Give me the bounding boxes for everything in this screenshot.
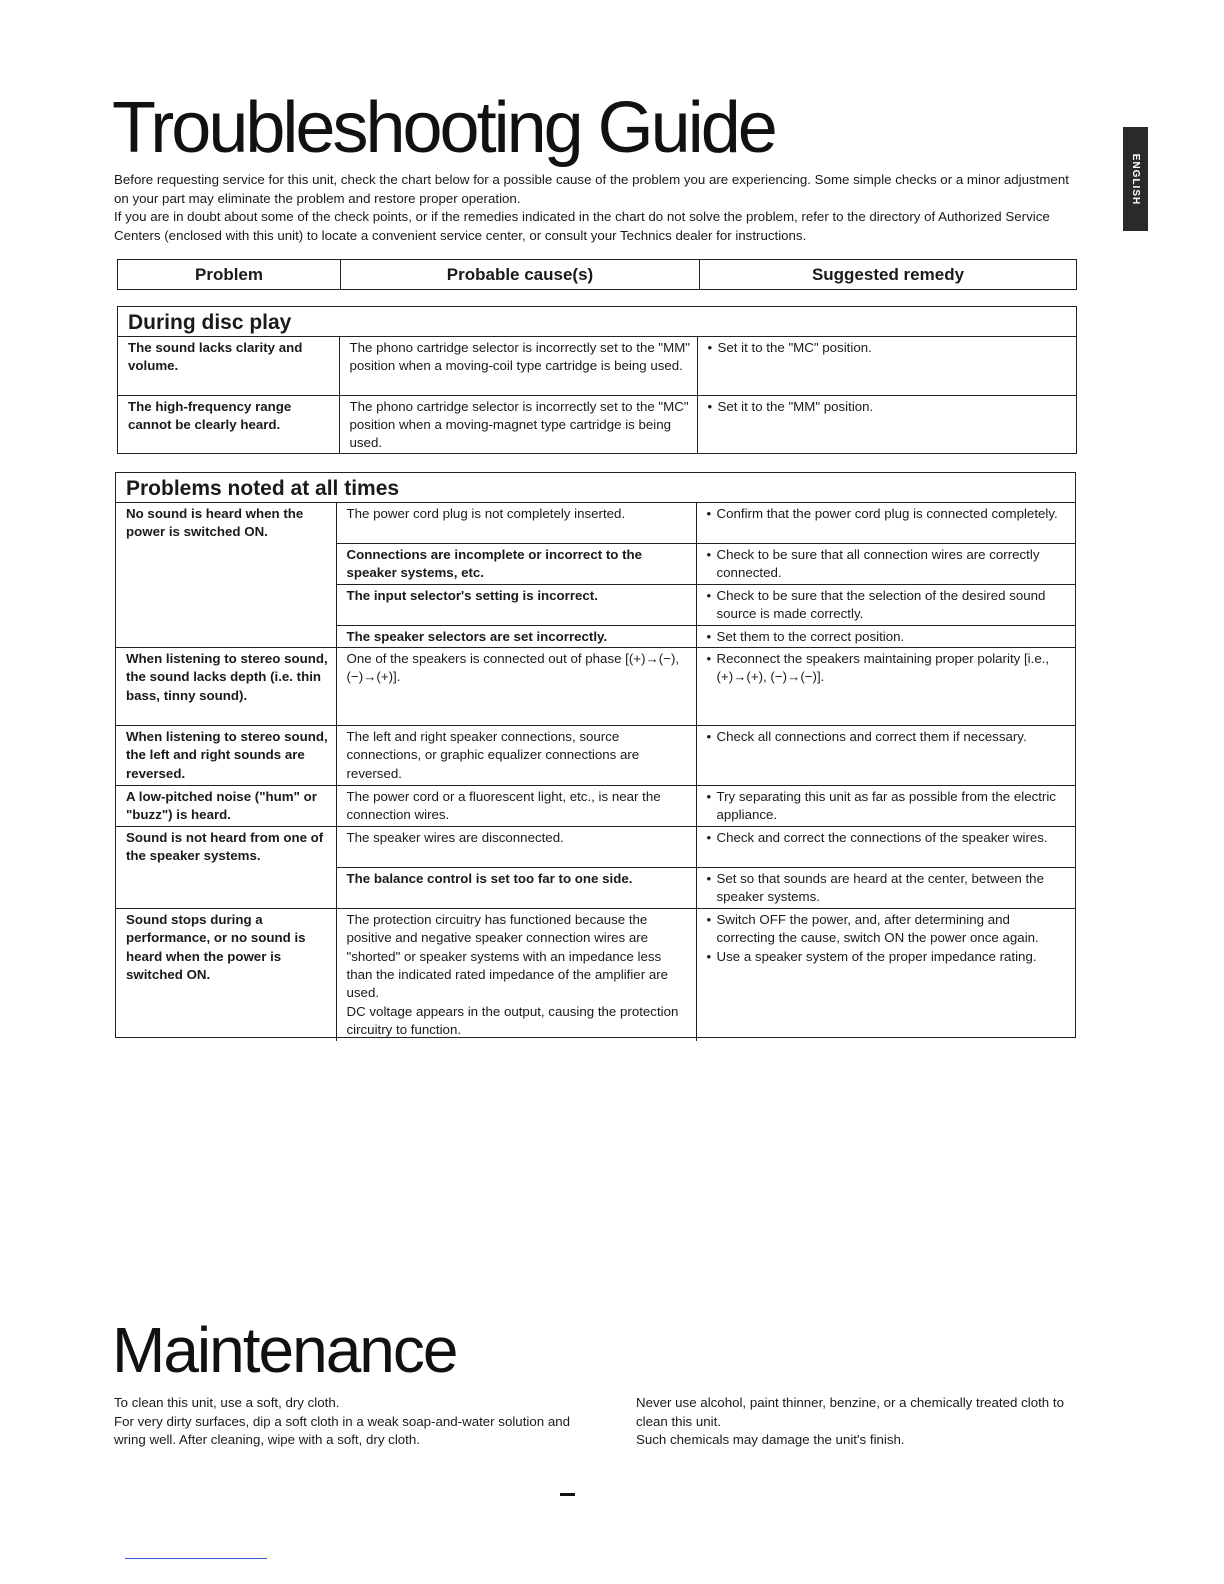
remedy-cell: • Check all connections and correct them if necessary. [696, 725, 1075, 785]
cause-cell: The speaker wires are disconnected. [336, 826, 696, 867]
problem-cell: When listening to stereo sound, the sound lacks depth (i.e. thin bass, tinny sound). [116, 647, 336, 725]
maintenance-line: Such chemicals may damage the unit's finish. [636, 1432, 905, 1448]
cause-cell: The balance control is set too far to one side. [336, 867, 696, 908]
problem-cell: The high-frequency range cannot be clearly heard. [118, 395, 339, 454]
problem-cell: A low-pitched noise ("hum" or "buzz") is heard. [116, 785, 336, 826]
troubleshooting-table [118, 337, 1076, 454]
section-title: During disc play [118, 307, 1076, 337]
remedy-cell: • Set them to the correct position. [696, 625, 1075, 647]
table-row [118, 395, 1076, 454]
cause-cell: The phono cartridge selector is incorrectly set to the "MC" position when a moving-magnet type cartridge is being used. [339, 395, 697, 454]
problem-cell: The sound lacks clarity and volume. [118, 337, 339, 395]
table-row [116, 647, 1075, 725]
remedy-text: Check to be sure that the selection of the desired sound source is made correctly. [716, 587, 1046, 621]
remedy-cell: • Confirm that the power cord plug is connected completely. [696, 503, 1075, 543]
remedy-text: Set so that sounds are heard at the center, between the speaker systems. [716, 870, 1044, 905]
cause-cell: The speaker selectors are set incorrectly. [336, 625, 696, 647]
remedy-text: Check to be sure that all connection wires are correctly connected. [716, 546, 1040, 580]
remedy-cell: • Check to be sure that all connection wires are correctly connected. [696, 543, 1075, 584]
remedy-text: Reconnect the speakers maintaining proper polarity [i.e., (+)→(+), (−)→(−)]. [716, 650, 1050, 685]
cause-cell: The input selector's setting is incorrect. [336, 584, 696, 625]
table-row [118, 337, 1076, 395]
remedy-text: Confirm that the power cord plug is connected completely. [716, 506, 1058, 521]
problem-cell: Sound is not heard from one of the speaker systems. [116, 826, 336, 908]
section-during-disc-play [117, 306, 1077, 454]
cause-cell: One of the speakers is connected out of phase [(+)→(−), (−)→(+)]. [336, 647, 696, 725]
page-number-dash [560, 1493, 575, 1496]
cause-cell: The power cord plug is not completely inserted. [336, 503, 696, 543]
cause-cell: The left and right speaker connections, source connections, or graphic equalizer connections are reversed. [336, 725, 696, 785]
troubleshooting-table [116, 503, 1075, 1041]
problem-cell: Sound stops during a performance, or no sound is heard when the power is switched ON. [116, 908, 336, 1040]
remedy-text: Set it to the "MC" position. [717, 340, 872, 355]
header-problem: Problem [118, 260, 341, 289]
table-row [116, 826, 1075, 867]
remedy-text: Set it to the "MM" position. [717, 398, 874, 414]
intro-text [114, 171, 1076, 245]
table-row [116, 785, 1075, 826]
cause-cell: The phono cartridge selector is incorrectly set to the "MM" position when a moving-coil type cartridge is being used. [339, 337, 697, 395]
remedy-cell: • Set it to the "MC" position. [697, 337, 1076, 395]
intro-paragraph: If you are in doubt about some of the check points, or if the remedies indicated in the chart do not solve the problem, refer to the directory of Authorized Service Centers (enclosed with this unit) to locate a convenient service center, or consult your Technics dealer for instructions. [114, 209, 1050, 243]
remedy-text: Switch OFF the power, and, after determining and correcting the cause, switch ON the power once again. [716, 911, 1039, 946]
remedy-cell: • Try separating this unit as far as possible from the electric appliance. [696, 785, 1075, 826]
table-row [116, 908, 1075, 1040]
remedy-text: Check all connections and correct them if necessary. [716, 728, 1027, 744]
cause-text: The protection circuitry has functioned because the positive and negative speaker connection wires are "shorted" or speaker systems with an impedance less than the indicated rated impedance of the amplifier are used. [346, 911, 669, 1001]
section-title: Problems noted at all times [116, 473, 1075, 503]
footer-rule [125, 1558, 267, 1559]
language-tab-label: ENGLISH [1130, 153, 1142, 205]
table-row [116, 725, 1075, 785]
remedy-cell: • Reconnect the speakers maintaining proper polarity [i.e., (+)→(+), (−)→(−)]. [696, 647, 1075, 725]
cause-cell: Connections are incomplete or incorrect to the speaker systems, etc. [336, 543, 696, 584]
language-tab [1123, 127, 1148, 231]
maintenance-left-text [114, 1394, 574, 1450]
intro-paragraph: Before requesting service for this unit, check the chart below for a possible cause of the problem you are experiencing. Some simple checks or a minor adjustment on your part may eliminate the problem and restore proper operation. [114, 172, 1069, 206]
table-header [117, 259, 1077, 290]
remedy-cell: • Set so that sounds are heard at the center, between the speaker systems. [696, 867, 1075, 908]
section-problems-all-times [115, 472, 1076, 1038]
remedy-cell: • Check to be sure that the selection of the desired sound source is made correctly. [696, 584, 1075, 625]
remedy-cell: • Set it to the "MM" position. [697, 395, 1076, 454]
remedy-cell: • Switch OFF the power, and, after determining and correcting the cause, switch ON the power once again. • Use a speaker system of the proper impedance rating. [696, 908, 1075, 1040]
header-cause: Probable cause(s) [341, 260, 700, 289]
maintenance-right-text [636, 1394, 1086, 1450]
remedy-text: Check and correct the connections of the speaker wires. [716, 829, 1048, 845]
maintenance-line: For very dirty surfaces, dip a soft cloth in a weak soap-and-water solution and wring well. After cleaning, wipe with a soft, dry cloth. [114, 1413, 571, 1448]
remedy-text: Try separating this unit as far as possible from the electric appliance. [716, 788, 1056, 823]
header-remedy: Suggested remedy [811, 264, 965, 284]
cause-cell: The power cord or a fluorescent light, etc., is near the connection wires. [336, 785, 696, 826]
maintenance-line: To clean this unit, use a soft, dry cloth. [114, 1395, 340, 1410]
maintenance-line: Never use alcohol, paint thinner, benzine, or a chemically treated cloth to clean this unit. [636, 1395, 1064, 1429]
problem-cell: When listening to stereo sound, the left and right sounds are reversed. [116, 725, 336, 785]
remedy-text: Set them to the correct position. [716, 628, 905, 644]
cause-cell [336, 908, 696, 1040]
cause-text: DC voltage appears in the output, causing the protection circuitry to function. [346, 1003, 679, 1038]
page-title: Troubleshooting Guide [112, 88, 775, 168]
maintenance-title: Maintenance [112, 1314, 457, 1386]
remedy-cell: • Check and correct the connections of the speaker wires. [696, 826, 1075, 867]
remedy-text: Use a speaker system of the proper impedance rating. [716, 948, 1037, 964]
table-row [116, 503, 1075, 543]
problem-cell: No sound is heard when the power is switched ON. [116, 503, 336, 647]
